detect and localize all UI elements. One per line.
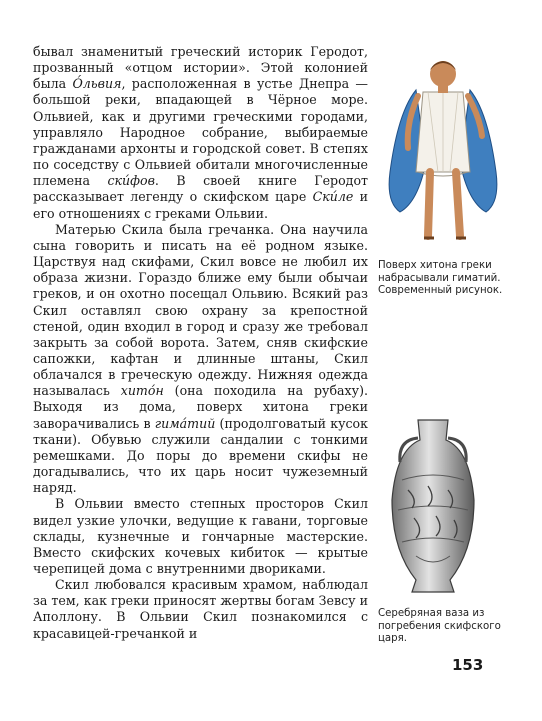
silver-vase-illustration: [378, 410, 488, 600]
text-span: , расположенная в устье Днепра — большой реки, впадающей в Чёрное море. Ольвией, как и другими греческими городами, управляло Народное собрание, выбираемые гражданами архонты и городской совет. В степях по соседству с Ольвией обитали многочисленные племена: [33, 76, 369, 189]
text-span: (продолговатый кусок ткани). Обувью служили сандалии с тонкими ремешками. До поры до времени скифы не догадывались, что их царь носит чужеземный наряд.: [33, 415, 368, 496]
text-span: . В своей книге Геродот рассказывает легенду о скифском царе: [33, 173, 368, 205]
term-olbia: О́львия: [72, 76, 122, 92]
text-span: и его отношениях с греками Ольвии.: [33, 189, 368, 221]
page-number: 153: [452, 656, 484, 674]
figure-caption-greek-man: Поверх хитона греки набрасывали гиматий. Современный рисунок.: [378, 260, 503, 297]
main-text-column: [33, 44, 368, 642]
term-scythians: ски́фов: [107, 173, 155, 189]
greek-man-illustration: [378, 52, 508, 252]
paragraph-3: В Ольвии вместо степных просторов Скил видел узкие улочки, ведущие к гавани, торговые склады, кузнечные и гончарные мастерские. Вместо скифских кочевых кибиток — крытые черепицей дома с внутренними двориками.: [33, 496, 368, 576]
paragraph-1: [33, 44, 368, 222]
text-span: Матерью Скила была гречанка. Она научила сына говорить и писать на её родном языке. Царствуя над скифами, Скил вовсе не любил их образа жизни. Гораздо ближе ему были обычаи греков, и он охотно посещал Ольвию. Всякий раз Скил оставлял свою охрану за крепостной стеной, один входил в город и сразу же требовал закрыть за собой ворота. Затем, сняв скифские сапожки, кафтан и длинные штаны, Скил облачался в греческую одежду. Нижняя одежда называлась: [33, 221, 368, 399]
figure-silver-vase: [378, 410, 508, 646]
figure-greek-man: [378, 52, 508, 298]
paragraph-4: Скил любовался красивым храмом, наблюдал за тем, как греки приносят жертвы богам Зевсу и Аполлону. В Ольвии Скил познакомился с красавицей-гречанкой и: [33, 577, 368, 641]
figure-caption-silver-vase: Серебряная ваза из погребения скифского царя.: [378, 608, 501, 645]
paragraph-2: [33, 222, 368, 497]
term-himation: гима́тий: [154, 415, 216, 431]
text-span: (она походила на рубаху). Выходя из дома, поверх хитона греки заворачивались в: [33, 383, 368, 431]
term-chiton: хито́н: [120, 383, 164, 399]
text-span: бывал знаменитый греческий историк Геродот, прозванный «отцом истории». Этой колонией была: [33, 44, 368, 92]
term-skil: Ски́ле: [312, 189, 354, 205]
